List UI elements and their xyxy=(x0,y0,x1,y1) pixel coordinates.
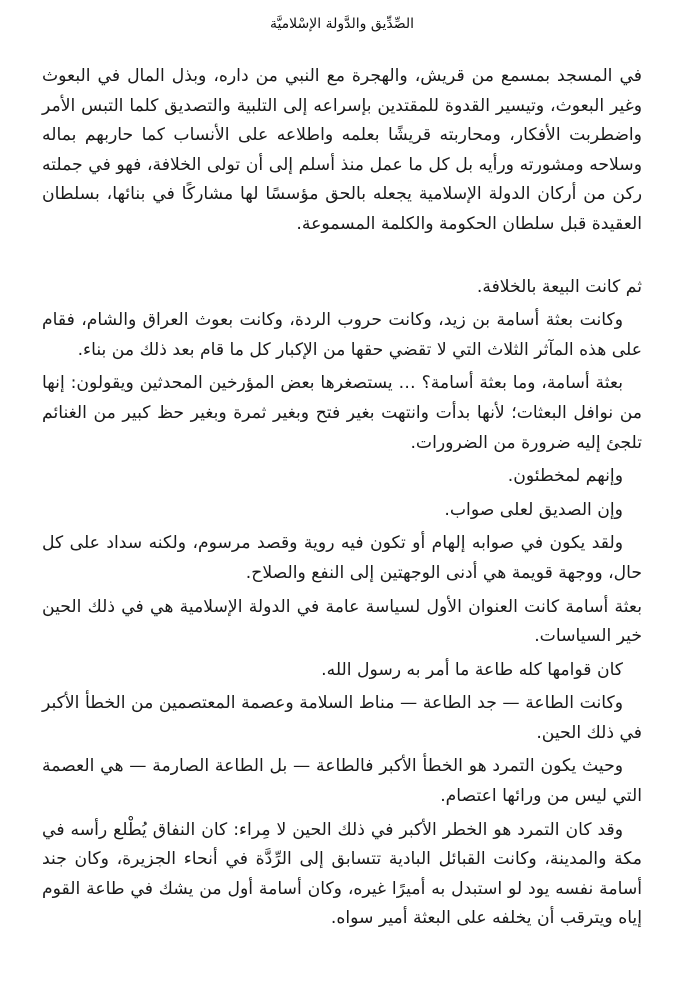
paragraph: ثم كانت البيعة بالخلافة. xyxy=(476,276,642,297)
paragraph: وكانت الطاعة — جد الطاعة — مناط السلامة وعصمة المعتصمين من الخطأ الأكبر في ذلك الحين. xyxy=(42,693,642,743)
paragraph: بعثة أسامة، وما بعثة أسامة؟ … يستصغرها بعض المؤرخين المحدثين ويقولون: إنها من نوافل البعثات؛ لأنها بدأت وانتهت بغير فتح وبغير ثمرة وبغير حظ كبير من الغنائم تلجئ إليه ضرورة من الضرورات. xyxy=(42,373,642,453)
paragraph: وقد كان التمرد هو الخطر الأكبر في ذلك الحين لا مِراء: كان النفاق يُطْلع رأسه في مكة والمدينة، وكانت القبائل البادية تتسابق إلى الرِّدَّة في أنحاء الجزيرة، وكان جند أسامة نفسه يود لو استبدل به أميرًا غيره، وكان أسامة أول من يشك في طاعة القوم إياه ويترقب أن يخلفه على البعثة أمير سواه. xyxy=(42,819,642,929)
paragraph: وإن الصديق لعلى صواب. xyxy=(444,499,623,520)
paragraph: وكانت بعثة أسامة بن زيد، وكانت حروب الردة، وكانت بعوث العراق والشام، فقام على هذه المآثر الثلاث التي لا تقضي حقها من الإكبار كل ما قام بعد ذلك من بناء. xyxy=(42,310,642,360)
paragraph: بعثة أسامة كانت العنوان الأول لسياسة عامة في الدولة الإسلامية هي في ذلك الحين خير السياسات. xyxy=(42,596,642,647)
paragraph: وإنهم لمخطئون. xyxy=(507,466,623,487)
running-header: الصِّدِّيق والدَّولة الإسْلاميَّة xyxy=(269,16,415,32)
paragraph: في المسجد بمسمع من قريش، والهجرة مع النبي من داره، وبذل المال في البعوث وغير البعوث، وتيسير القدوة للمقتدين بإسراعه إلى التلبية والتصديق كلما التبس الأمر واضطربت الأفكار، ومحاربته قريشًا بعلمه واطلاعه على الأنساب كما حاربهم بماله وسلاحه ومشورته ورأيه بل كل ما عمل منذ أسلم إلى أن تولى الخلافة، فهو في جملته ركن من أركان الدولة الإسلامية يجعله بالحق مؤسسًا لها مشاركًا في بنائها، بسلطان العقيدة قبل سلطان الحكومة والكلمة المسموعة. xyxy=(42,66,642,234)
paragraph: ولقد يكون في صوابه إلهام أو تكون فيه روية وقصد مرسوم، ولكنه سداد على كل حال، ووجهة قويمة هي أدنى الوجهتين إلى النفع والصلاح. xyxy=(42,533,642,583)
paragraph: كان قوامها كله طاعة ما أمر به رسول الله. xyxy=(321,659,623,680)
page-body xyxy=(42,62,642,934)
paragraph: وحيث يكون التمرد هو الخطأ الأكبر فالطاعة — بل الطاعة الصارمة — هي العصمة التي ليس من ورائها اعتصام. xyxy=(42,756,642,807)
